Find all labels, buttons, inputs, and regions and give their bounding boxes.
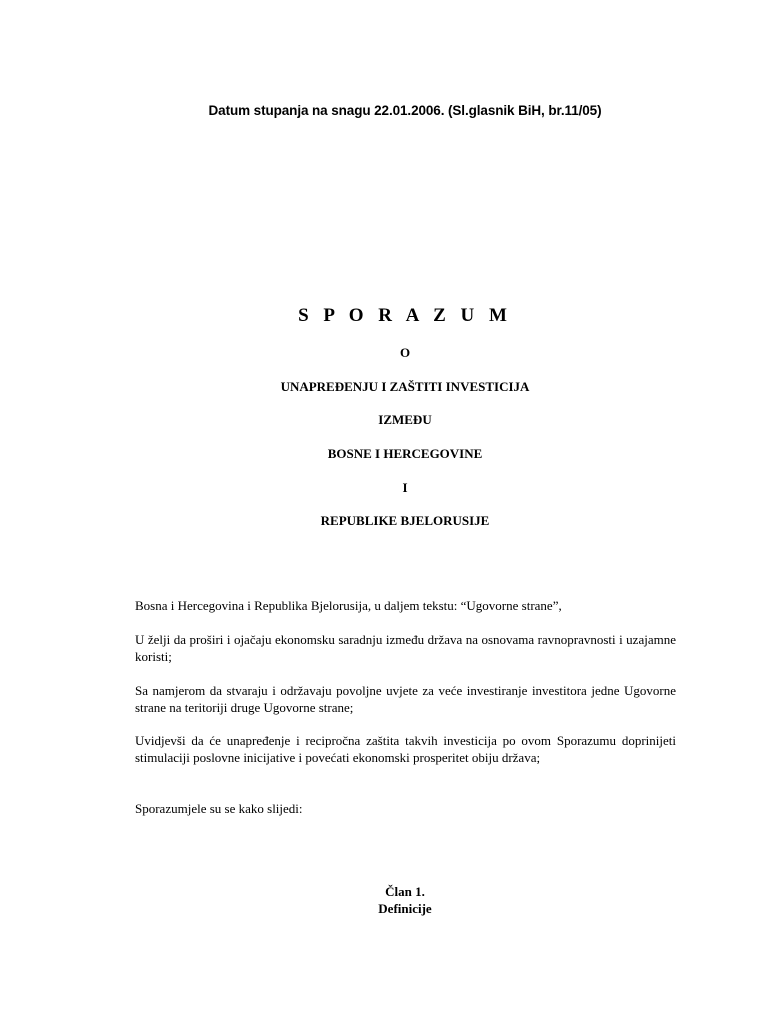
title-line-between: IZMEĐU	[378, 412, 432, 427]
title-line-party-belarus: REPUBLIKE BJELORUSIJE	[320, 513, 490, 528]
preamble-paragraph: Sa namjerom da stvaraju i održavaju povoljne uvjete za veće investiranje investitora jedne Ugovorne strane na teritoriji druge Ugovorne strane;	[135, 683, 676, 715]
document-title: S P O R A Z U M	[298, 305, 512, 326]
title-line-subject: UNAPREĐENJU I ZAŠTITI INVESTICIJA	[280, 379, 530, 394]
article-heading: Definicije	[378, 901, 432, 916]
preamble-paragraph: Bosna i Hercegovina i Republika Bjelorusija, u daljem tekstu: “Ugovorne strane”,	[135, 598, 562, 613]
effective-date-note: Datum stupanja na snagu 22.01.2006. (Sl.glasnik BiH, br.11/05)	[208, 103, 602, 118]
title-line-o: O	[399, 345, 411, 360]
title-line-and: I	[402, 480, 408, 495]
title-line-party-bih: BOSNE I HERCEGOVINE	[327, 446, 483, 461]
agreement-statement: Sporazumjele su se kako slijedi:	[135, 801, 303, 816]
preamble-paragraph: U želji da proširi i ojačaju ekonomsku saradnju između država na osnovama ravnopravnosti i uzajamne koristi;	[135, 632, 676, 664]
preamble-paragraph: Uvidjevši da će unapređenje i recipročna zaštita takvih investicija po ovom Sporazumu doprinijeti stimulaciji poslovne inicijative i povećati ekonomski prosperitet obiju država;	[135, 733, 676, 765]
article-number: Član 1.	[385, 884, 425, 899]
